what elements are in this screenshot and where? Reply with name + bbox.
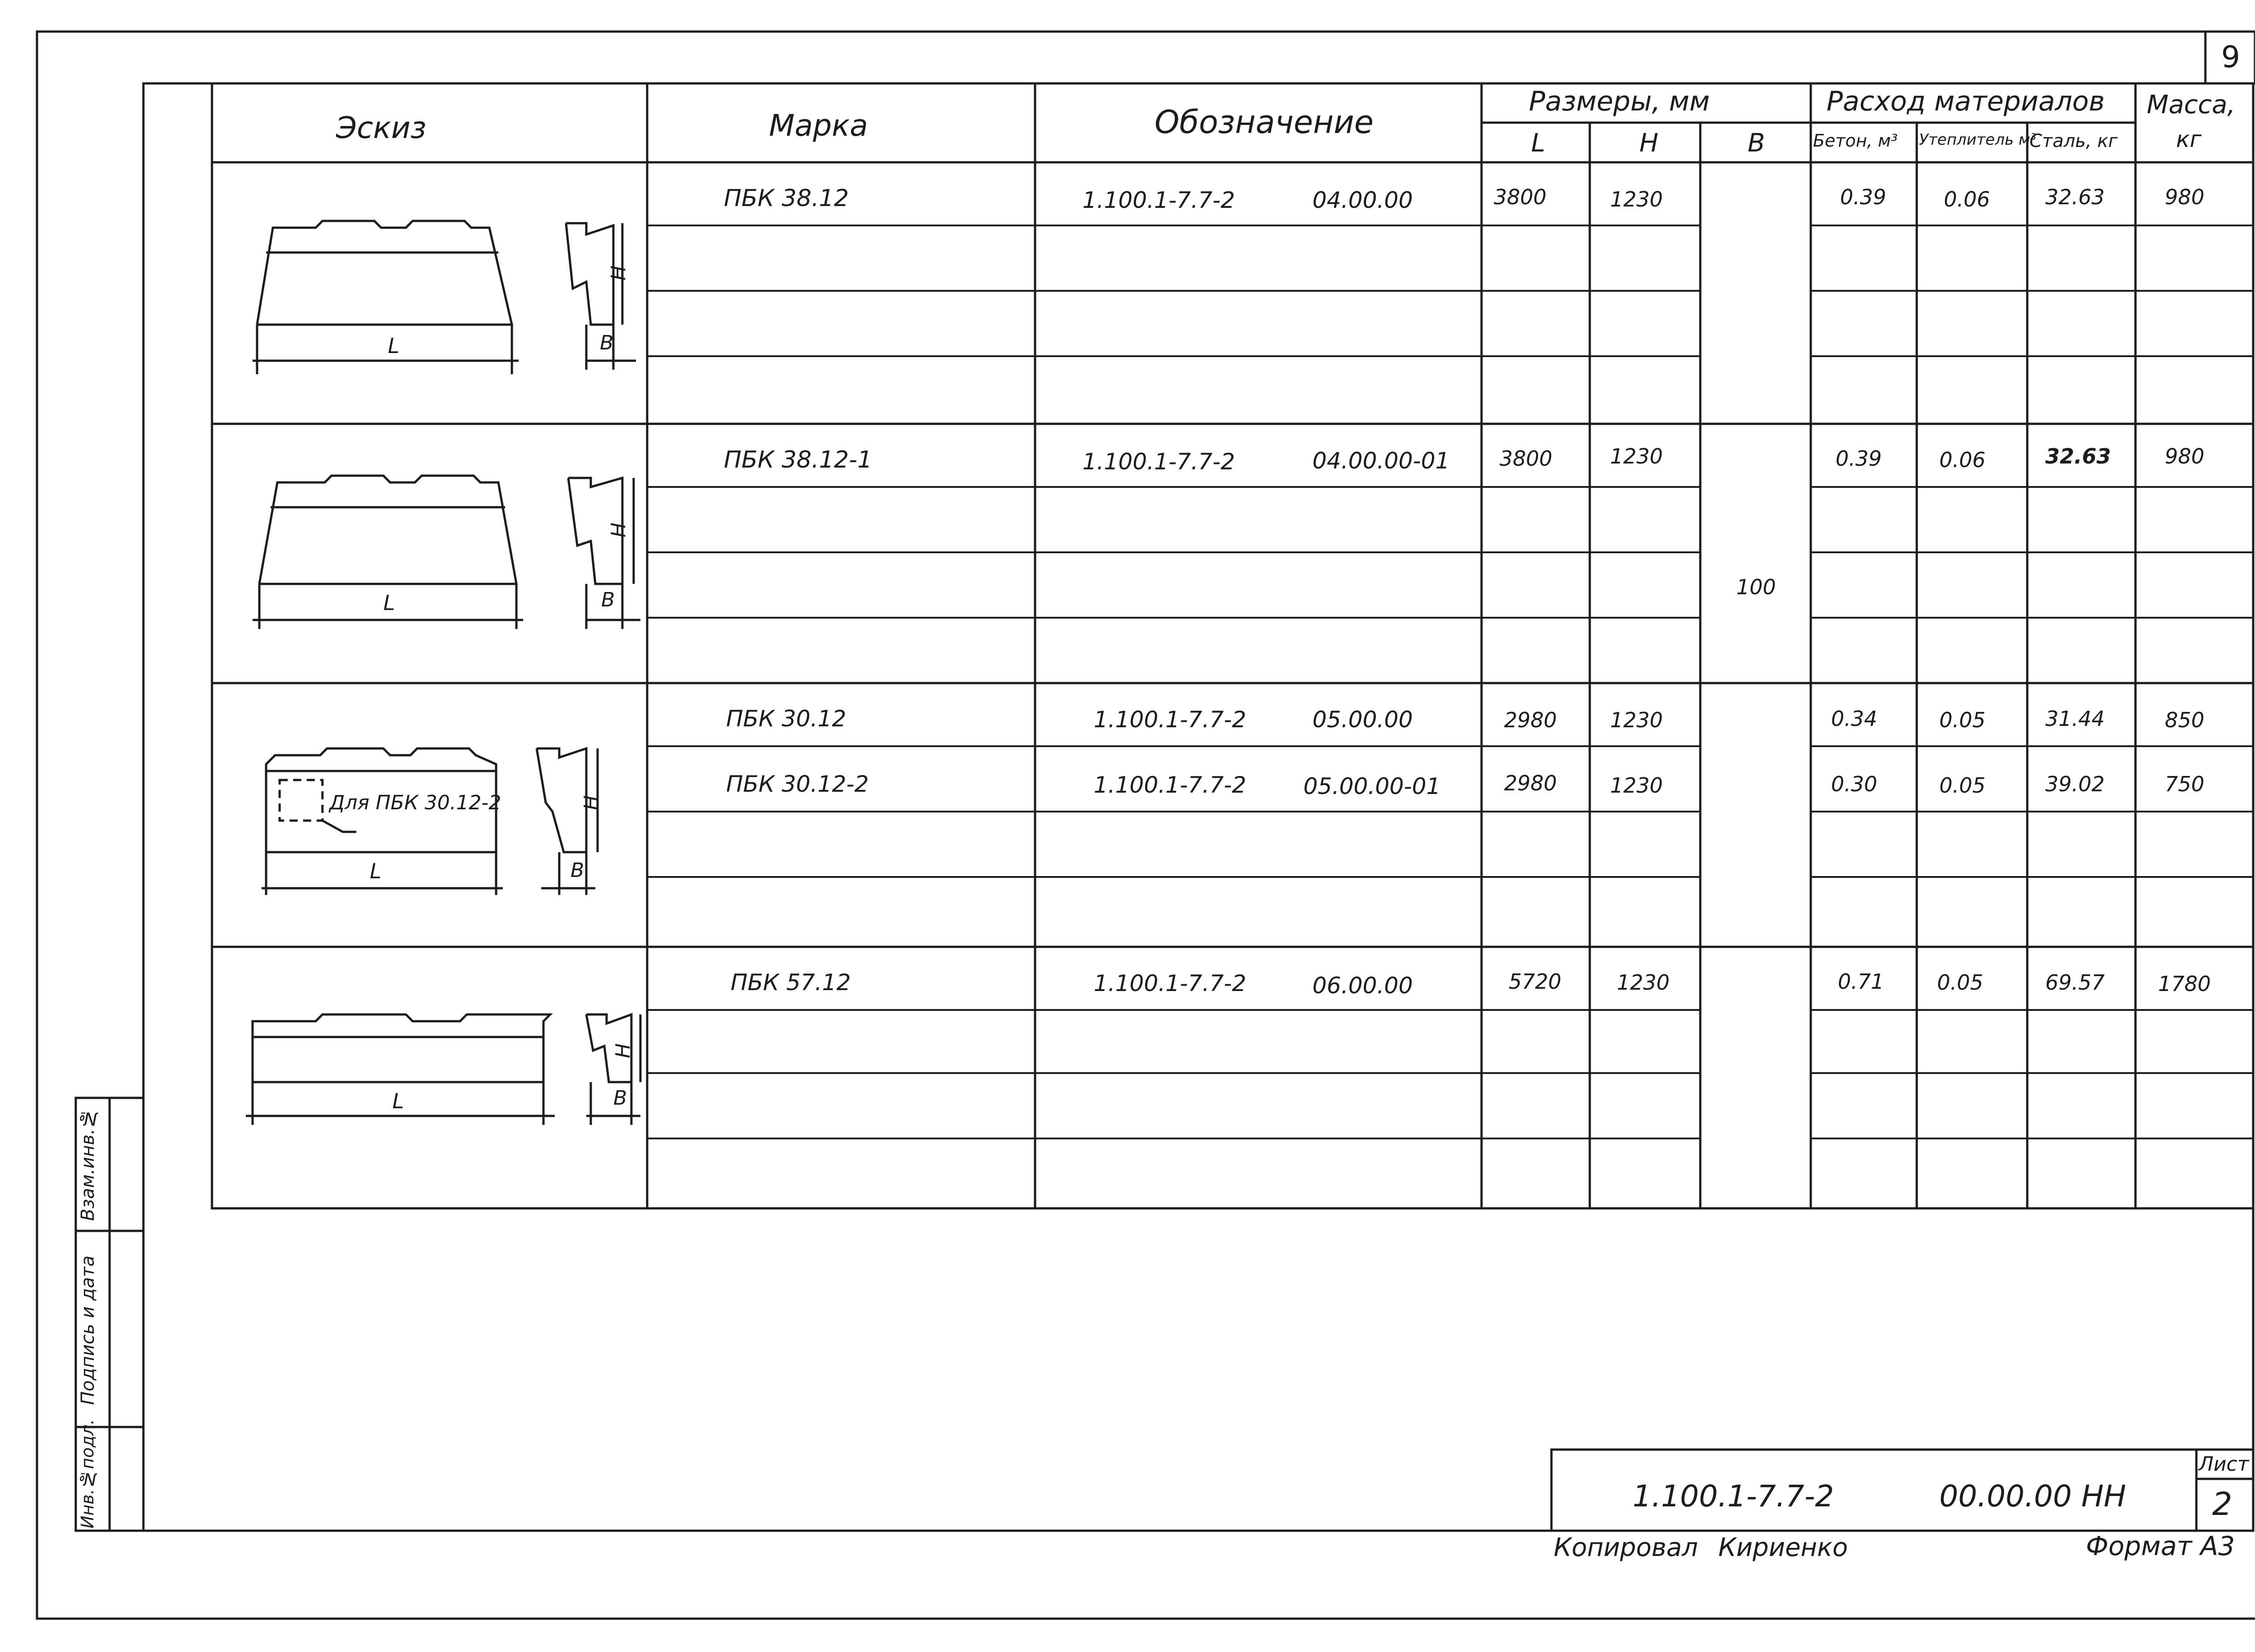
row-steel: 31.44	[2045, 707, 2105, 731]
row-h: 1230	[1610, 444, 1663, 468]
sketch-width-label: B	[601, 588, 615, 611]
row-l: 3800	[1494, 185, 1547, 209]
footer-format: Формат А3	[2086, 1531, 2235, 1561]
row-code: 06.00.00	[1312, 973, 1413, 999]
row-concrete: 0.39	[1836, 446, 1882, 471]
header-materials: Расход материалов	[1827, 86, 2105, 117]
row-steel: 32.63	[2045, 444, 2111, 468]
header-dim-h: H	[1639, 128, 1659, 158]
stamp-inv-replace: Взам.инв.№	[78, 1108, 98, 1221]
header-mass: Масса,	[2147, 90, 2236, 119]
row-code: 04.00.00	[1312, 187, 1413, 213]
row-mass: 850	[2165, 708, 2204, 732]
footer-name: Кириенко	[1718, 1533, 1848, 1562]
sheet-number: 9	[2221, 40, 2240, 74]
row-steel: 69.57	[2045, 970, 2105, 995]
sketch-pbk-30-12	[262, 748, 598, 895]
footer-copied: Копировал	[1554, 1533, 1698, 1562]
row-l: 5720	[1509, 969, 1562, 994]
row-h: 1230	[1610, 773, 1663, 798]
row-l: 2980	[1504, 708, 1557, 732]
sketch-pbk-38-12-1	[253, 476, 640, 629]
sketch-length-label: L	[388, 334, 400, 358]
row-mark: ПБК 30.12-2	[726, 771, 869, 797]
row-doc: 1.100.1-7.7-2	[1094, 707, 1247, 733]
sketch-pbk-38-12	[253, 221, 636, 374]
title-doc: 1.100.1-7.7-2	[1633, 1479, 1834, 1514]
row-l: 3800	[1500, 446, 1553, 471]
row-mark: ПБК 30.12	[726, 706, 847, 732]
sketch-width-label: B	[613, 1087, 627, 1110]
sketch-pbk-57-12	[246, 1014, 640, 1125]
row-insulation: 0.05	[1939, 708, 1986, 732]
row-insulation: 0.05	[1937, 970, 1983, 995]
row-doc: 1.100.1-7.7-2	[1082, 187, 1235, 213]
header-steel: Сталь, кг	[2030, 131, 2118, 151]
row-mass: 980	[2165, 185, 2204, 209]
title-code: 00.00.00 НН	[1939, 1479, 2126, 1514]
row-insulation: 0.06	[1944, 187, 1990, 211]
sketch-length-label: L	[370, 859, 382, 883]
row-h: 1230	[1617, 970, 1670, 995]
row-mass: 750	[2165, 772, 2204, 796]
row-code: 05.00.00	[1312, 707, 1413, 733]
row-mass: 980	[2165, 444, 2204, 468]
sketch-length-label: L	[392, 1089, 404, 1113]
stamp-inv-sub: Инв.№подл.	[78, 1419, 97, 1528]
row-insulation: 0.05	[1939, 773, 1986, 798]
row-steel: 32.63	[2045, 185, 2105, 209]
row-l: 2980	[1504, 771, 1557, 795]
row-steel: 39.02	[2045, 772, 2105, 796]
row-concrete: 0.34	[1831, 707, 1878, 731]
header-dim-l: L	[1531, 128, 1546, 158]
row-code: 04.00.00-01	[1312, 448, 1450, 474]
row-concrete: 0.71	[1838, 969, 1884, 994]
title-sheet-label: Лист	[2199, 1453, 2249, 1476]
row-code: 05.00.00-01	[1303, 773, 1441, 799]
row-insulation: 0.06	[1939, 448, 1986, 472]
header-designation: Обозначение	[1155, 104, 1374, 141]
row-mark: ПБК 57.12	[731, 969, 851, 996]
header-concrete: Бетон, м³	[1813, 131, 1898, 151]
sketch-length-label: L	[383, 591, 395, 615]
header-dim-b: B	[1748, 128, 1765, 158]
sketch-width-label: B	[571, 859, 584, 882]
sketch-height-label: H	[612, 1043, 635, 1059]
row-mark: ПБК 38.12-1	[724, 446, 872, 473]
sketch-height-label: H	[607, 265, 630, 281]
header-mass-unit: кг	[2176, 126, 2202, 152]
header-sketch: Эскиз	[336, 110, 427, 145]
title-sheet-value: 2	[2212, 1486, 2232, 1523]
header-mark: Марка	[769, 108, 868, 143]
row-h: 1230	[1610, 187, 1663, 211]
sketch-note: Для ПБК 30.12-2	[329, 791, 502, 814]
row-concrete: 0.39	[1840, 185, 1887, 209]
shared-b-value: 100	[1736, 575, 1776, 599]
row-doc: 1.100.1-7.7-2	[1094, 970, 1247, 996]
row-mark: ПБК 38.12	[724, 185, 849, 212]
row-doc: 1.100.1-7.7-2	[1094, 772, 1247, 798]
sketch-height-label: H	[580, 795, 603, 811]
header-dimensions: Размеры, мм	[1529, 86, 1710, 117]
stamp-sign-date: Подпись и дата	[78, 1255, 98, 1405]
row-doc: 1.100.1-7.7-2	[1082, 449, 1235, 475]
sketch-height-label: H	[607, 522, 630, 538]
row-h: 1230	[1610, 708, 1663, 732]
row-mass: 1780	[2158, 972, 2211, 996]
row-concrete: 0.30	[1831, 772, 1878, 796]
header-insulation: Утеплитель м³	[1919, 131, 2037, 149]
sketch-width-label: B	[600, 331, 614, 354]
